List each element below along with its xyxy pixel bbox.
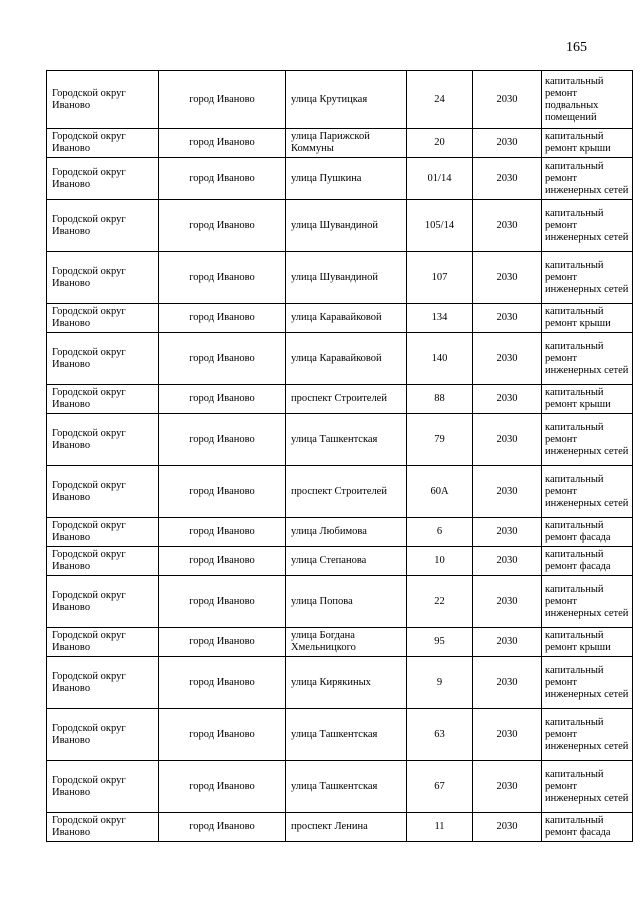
cell-street: улица Кирякиных <box>286 657 407 709</box>
table-row <box>47 657 633 709</box>
table-row <box>47 518 633 547</box>
cell-year: 2030 <box>473 547 542 576</box>
table-row <box>47 385 633 414</box>
cell-street: улица Ташкентская <box>286 414 407 466</box>
cell-year: 2030 <box>473 385 542 414</box>
table-row <box>47 813 633 842</box>
cell-city: город Иваново <box>159 304 286 333</box>
cell-district: Городской округ Иваново <box>47 466 159 518</box>
cell-street: улица Парижской Коммуны <box>286 129 407 158</box>
cell-house-number: 9 <box>407 657 473 709</box>
cell-street: улица Каравайковой <box>286 333 407 385</box>
table-row <box>47 158 633 200</box>
cell-city: город Иваново <box>159 129 286 158</box>
cell-year: 2030 <box>473 813 542 842</box>
cell-work-type: капитальный ремонт крыши <box>542 628 633 657</box>
cell-year: 2030 <box>473 71 542 129</box>
cell-street: улица Любимова <box>286 518 407 547</box>
cell-city: город Иваново <box>159 761 286 813</box>
cell-house-number: 95 <box>407 628 473 657</box>
cell-city: город Иваново <box>159 657 286 709</box>
cell-city: город Иваново <box>159 709 286 761</box>
cell-city: город Иваново <box>159 547 286 576</box>
cell-work-type: капитальный ремонт подвальных помещений <box>542 71 633 129</box>
cell-district: Городской округ Иваново <box>47 414 159 466</box>
table-row <box>47 333 633 385</box>
cell-year: 2030 <box>473 628 542 657</box>
cell-city: город Иваново <box>159 576 286 628</box>
cell-work-type: капитальный ремонт инженерных сетей <box>542 252 633 304</box>
cell-district: Городской округ Иваново <box>47 576 159 628</box>
cell-city: город Иваново <box>159 252 286 304</box>
cell-year: 2030 <box>473 200 542 252</box>
cell-district: Городской округ Иваново <box>47 761 159 813</box>
cell-district: Городской округ Иваново <box>47 518 159 547</box>
cell-work-type: капитальный ремонт инженерных сетей <box>542 333 633 385</box>
cell-street: улица Шувандиной <box>286 200 407 252</box>
cell-house-number: 11 <box>407 813 473 842</box>
cell-work-type: капитальный ремонт инженерных сетей <box>542 466 633 518</box>
table-row <box>47 709 633 761</box>
cell-work-type: капитальный ремонт инженерных сетей <box>542 200 633 252</box>
cell-house-number: 22 <box>407 576 473 628</box>
cell-city: город Иваново <box>159 333 286 385</box>
cell-house-number: 63 <box>407 709 473 761</box>
repair-schedule-table <box>46 70 633 842</box>
cell-house-number: 10 <box>407 547 473 576</box>
cell-work-type: капитальный ремонт фасада <box>542 813 633 842</box>
cell-street: улица Богдана Хмельницкого <box>286 628 407 657</box>
cell-street: улица Степанова <box>286 547 407 576</box>
cell-district: Городской округ Иваново <box>47 158 159 200</box>
cell-district: Городской округ Иваново <box>47 547 159 576</box>
table-row <box>47 304 633 333</box>
cell-house-number: 60А <box>407 466 473 518</box>
cell-street: улица Попова <box>286 576 407 628</box>
cell-street: улица Шувандиной <box>286 252 407 304</box>
cell-city: город Иваново <box>159 628 286 657</box>
table-row <box>47 200 633 252</box>
cell-street: проспект Ленина <box>286 813 407 842</box>
cell-street: проспект Строителей <box>286 466 407 518</box>
cell-house-number: 67 <box>407 761 473 813</box>
table-row <box>47 414 633 466</box>
table-row <box>47 466 633 518</box>
cell-house-number: 107 <box>407 252 473 304</box>
cell-work-type: капитальный ремонт инженерных сетей <box>542 761 633 813</box>
cell-work-type: капитальный ремонт крыши <box>542 304 633 333</box>
table-row <box>47 547 633 576</box>
cell-year: 2030 <box>473 333 542 385</box>
cell-year: 2030 <box>473 709 542 761</box>
cell-district: Городской округ Иваново <box>47 385 159 414</box>
table-body <box>47 71 633 842</box>
table-row <box>47 576 633 628</box>
cell-year: 2030 <box>473 158 542 200</box>
table-row <box>47 129 633 158</box>
cell-year: 2030 <box>473 576 542 628</box>
cell-house-number: 88 <box>407 385 473 414</box>
cell-house-number: 20 <box>407 129 473 158</box>
cell-year: 2030 <box>473 414 542 466</box>
cell-city: город Иваново <box>159 200 286 252</box>
cell-work-type: капитальный ремонт инженерных сетей <box>542 414 633 466</box>
cell-house-number: 79 <box>407 414 473 466</box>
cell-district: Городской округ Иваново <box>47 200 159 252</box>
cell-city: город Иваново <box>159 466 286 518</box>
cell-district: Городской округ Иваново <box>47 813 159 842</box>
cell-district: Городской округ Иваново <box>47 333 159 385</box>
table-row <box>47 71 633 129</box>
cell-work-type: капитальный ремонт инженерных сетей <box>542 657 633 709</box>
cell-street: улица Пушкина <box>286 158 407 200</box>
cell-district: Городской округ Иваново <box>47 304 159 333</box>
page-number: 165 <box>566 40 587 55</box>
cell-house-number: 6 <box>407 518 473 547</box>
cell-house-number: 105/14 <box>407 200 473 252</box>
cell-year: 2030 <box>473 657 542 709</box>
cell-work-type: капитальный ремонт инженерных сетей <box>542 158 633 200</box>
cell-year: 2030 <box>473 518 542 547</box>
cell-district: Городской округ Иваново <box>47 129 159 158</box>
cell-work-type: капитальный ремонт фасада <box>542 518 633 547</box>
cell-city: город Иваново <box>159 71 286 129</box>
cell-street: улица Каравайковой <box>286 304 407 333</box>
cell-work-type: капитальный ремонт инженерных сетей <box>542 709 633 761</box>
cell-district: Городской округ Иваново <box>47 709 159 761</box>
cell-city: город Иваново <box>159 518 286 547</box>
cell-city: город Иваново <box>159 385 286 414</box>
cell-year: 2030 <box>473 129 542 158</box>
cell-city: город Иваново <box>159 813 286 842</box>
cell-house-number: 140 <box>407 333 473 385</box>
cell-house-number: 24 <box>407 71 473 129</box>
cell-district: Городской округ Иваново <box>47 252 159 304</box>
cell-house-number: 01/14 <box>407 158 473 200</box>
table-row <box>47 761 633 813</box>
cell-district: Городской округ Иваново <box>47 628 159 657</box>
cell-work-type: капитальный ремонт фасада <box>542 547 633 576</box>
cell-street: улица Крутицкая <box>286 71 407 129</box>
cell-city: город Иваново <box>159 414 286 466</box>
cell-district: Городской округ Иваново <box>47 71 159 129</box>
cell-year: 2030 <box>473 466 542 518</box>
cell-street: улица Ташкентская <box>286 709 407 761</box>
cell-year: 2030 <box>473 761 542 813</box>
cell-street: проспект Строителей <box>286 385 407 414</box>
cell-street: улица Ташкентская <box>286 761 407 813</box>
cell-district: Городской округ Иваново <box>47 657 159 709</box>
cell-work-type: капитальный ремонт крыши <box>542 129 633 158</box>
cell-year: 2030 <box>473 304 542 333</box>
cell-work-type: капитальный ремонт инженерных сетей <box>542 576 633 628</box>
cell-city: город Иваново <box>159 158 286 200</box>
table-row <box>47 252 633 304</box>
cell-house-number: 134 <box>407 304 473 333</box>
cell-work-type: капитальный ремонт крыши <box>542 385 633 414</box>
table-row <box>47 628 633 657</box>
cell-year: 2030 <box>473 252 542 304</box>
